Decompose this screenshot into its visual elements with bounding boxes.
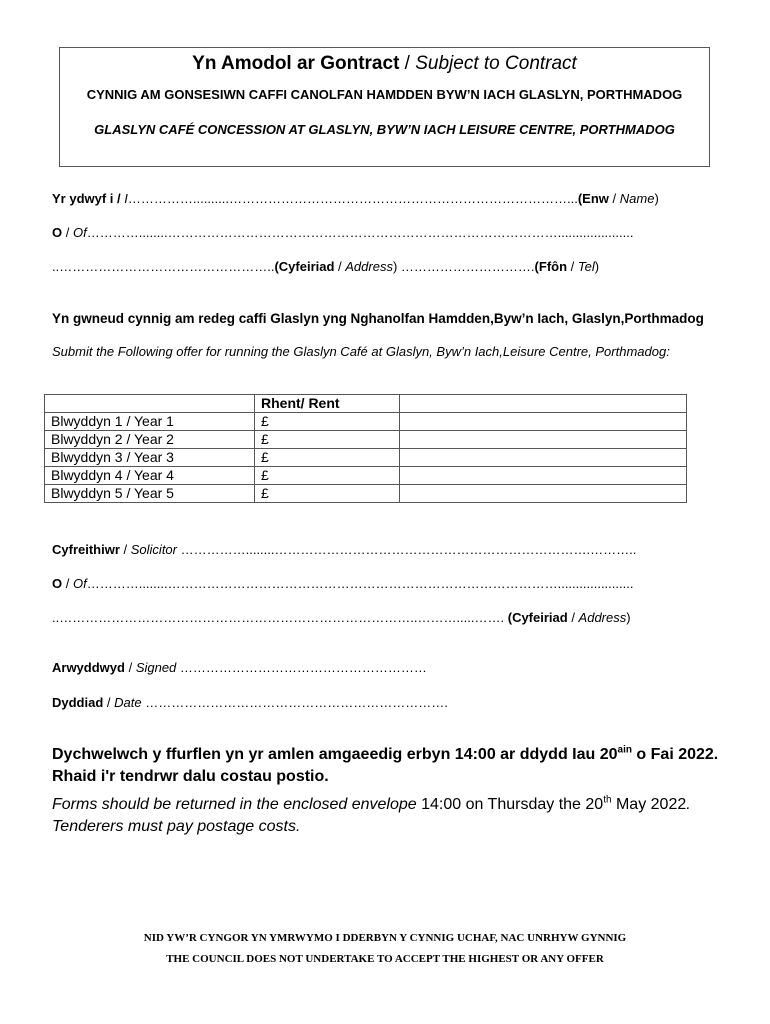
solicitor-of-welsh: O <box>52 576 63 591</box>
return-english-part2: . Tenderers must pay postage costs. <box>52 796 691 835</box>
rent-table-header-notes <box>400 395 687 413</box>
rent-amount-cell[interactable]: £ <box>255 485 400 503</box>
address-label-close: ) <box>392 259 398 274</box>
return-instructions-welsh <box>52 744 732 788</box>
rent-table-header: Rhent/ Rent <box>255 395 400 413</box>
signature-field[interactable]: ………………………………………………… <box>176 660 427 675</box>
solicitor-label-welsh: Cyfreithiwr <box>52 542 120 557</box>
solicitor-of-separator: / <box>62 576 73 591</box>
of-label-welsh: O <box>52 225 63 240</box>
solicitor-address-line <box>52 610 631 625</box>
solicitor-field[interactable]: ……………........……………………………………………………………….……….. <box>177 542 637 557</box>
name-label-close: ) <box>654 191 659 206</box>
of-field[interactable]: …………........………………………………………………………………………………..................... <box>86 225 634 240</box>
rent-amount-cell[interactable]: £ <box>255 413 400 431</box>
solicitor-address-separator: / <box>567 610 579 625</box>
return-english-suffix: th <box>603 794 612 806</box>
offer-text-english: Submit the Following offer for running the Glaslyn Café at Glaslyn, Byw’n Iach,Leisure Centre, Porthmadog: <box>52 344 670 359</box>
table-row <box>45 431 687 449</box>
signed-separator: / <box>124 660 136 675</box>
solicitor-address-label-english: Address <box>578 610 627 625</box>
year-label: Blwyddyn 5 / Year 5 <box>45 485 255 503</box>
return-instructions-english <box>52 794 732 838</box>
subtitle-english: GLASLYN CAFÉ CONCESSION AT GLASLYN, BYW’N IACH LEISURE CENTRE, PORTHMADOG <box>94 122 675 137</box>
footer-welsh: NID YW’R CYNGOR YN YMRWYMO I DDERBYN Y CYNNIG UCHAF, NAC UNRHYW GYNNIG <box>143 932 627 944</box>
return-english-month: May 2022 <box>611 796 687 813</box>
table-row <box>45 485 687 503</box>
address-label-welsh: (Cyfeiriad <box>274 259 335 274</box>
date-separator: / <box>103 695 115 710</box>
year-label: Blwyddyn 1 / Year 1 <box>45 413 255 431</box>
return-welsh-suffix: ain <box>617 744 632 756</box>
signed-line <box>52 660 427 675</box>
table-row <box>45 413 687 431</box>
solicitor-address-label-close: ) <box>626 610 631 625</box>
solicitor-of-line <box>52 576 633 591</box>
return-english-time: 14:00 on Thursday the 20 <box>416 796 604 813</box>
rent-amount-cell[interactable]: £ <box>255 449 400 467</box>
date-line <box>52 695 448 710</box>
date-field[interactable]: ……………………………………………………………. <box>141 695 448 710</box>
offer-text-welsh: Yn gwneud cynnig am redeg caffi Glaslyn yng Nghanolfan Hamdden,Byw’n Iach, Glaslyn,Porthmadog <box>52 311 704 326</box>
phone-label-separator: / <box>567 259 578 274</box>
of-line <box>52 225 633 240</box>
solicitor-line <box>52 542 636 557</box>
phone-label-welsh: (Ffôn <box>534 259 568 274</box>
solicitor-address-label-welsh: (Cyfeiriad <box>507 610 568 625</box>
solicitor-of-field[interactable]: …………........………………………………………………………………………………..................... <box>86 576 634 591</box>
solicitor-address-field[interactable]: ..………………………………………………………………………..……….....……. <box>52 610 508 625</box>
rent-amount-cell[interactable]: £ <box>255 431 400 449</box>
year-label: Blwyddyn 3 / Year 3 <box>45 449 255 467</box>
table-row <box>45 449 687 467</box>
name-prefix-english: I <box>124 191 128 206</box>
name-label-separator: / <box>608 191 620 206</box>
rent-amount-cell[interactable]: £ <box>255 467 400 485</box>
return-welsh-main: Dychwelwch y ffurflen yn yr amlen amgaeedig erbyn 14:00 ar ddydd Iau 20 <box>52 746 618 763</box>
title-english: Subject to Contract <box>415 53 577 74</box>
of-separator: / <box>62 225 73 240</box>
name-prefix-welsh: Yr ydwyf i / <box>52 191 125 206</box>
footer-english: THE COUNCIL DOES NOT UNDERTAKE TO ACCEPT THE HIGHEST OR ANY OFFER <box>166 953 604 965</box>
signed-label-welsh: Arwyddwyd <box>52 660 125 675</box>
rent-notes-cell[interactable] <box>400 449 687 467</box>
subtitle-welsh: CYNNIG AM GONSESIWN CAFFI CANOLFAN HAMDDEN BYW’N IACH GLASLYN, PORTHMADOG <box>86 87 683 102</box>
return-welsh-rest: o Fai 2022. Rhaid i'r tendrwr dalu costau postio. <box>52 746 719 785</box>
address-label-separator: / <box>334 259 346 274</box>
rent-notes-cell[interactable] <box>400 485 687 503</box>
rent-table-header-empty <box>45 395 255 413</box>
date-label-english: Date <box>114 695 142 710</box>
address-phone-line <box>52 259 599 274</box>
year-label: Blwyddyn 4 / Year 4 <box>45 467 255 485</box>
phone-field[interactable]: …………………………. <box>397 259 535 274</box>
name-label-welsh: (Enw <box>577 191 609 206</box>
solicitor-label-english: Solicitor <box>130 542 177 557</box>
signed-label-english: Signed <box>135 660 177 675</box>
rent-notes-cell[interactable] <box>400 467 687 485</box>
phone-label-close: ) <box>594 259 600 274</box>
title-separator: / <box>399 53 416 74</box>
address-label-english: Address <box>345 259 393 274</box>
rent-table-header-row <box>45 395 687 413</box>
date-label-welsh: Dyddiad <box>52 695 104 710</box>
phone-label-english: Tel <box>577 259 595 274</box>
rent-table <box>44 394 687 503</box>
table-row <box>45 467 687 485</box>
address-field[interactable]: ..………………………………………….. <box>52 259 275 274</box>
solicitor-of-english: Of <box>72 576 87 591</box>
name-line <box>52 191 659 206</box>
return-english-part1: Forms should be returned in the enclosed envelope <box>52 796 417 813</box>
rent-notes-cell[interactable] <box>400 413 687 431</box>
name-field[interactable]: ……………..........……………………………………………………………………... <box>127 191 578 206</box>
year-label: Blwyddyn 2 / Year 2 <box>45 431 255 449</box>
name-label-english: Name <box>619 191 655 206</box>
solicitor-separator: / <box>119 542 131 557</box>
title-welsh: Yn Amodol ar Gontract <box>192 53 400 74</box>
rent-notes-cell[interactable] <box>400 431 687 449</box>
of-label-english: Of <box>72 225 87 240</box>
page-title <box>59 53 710 75</box>
